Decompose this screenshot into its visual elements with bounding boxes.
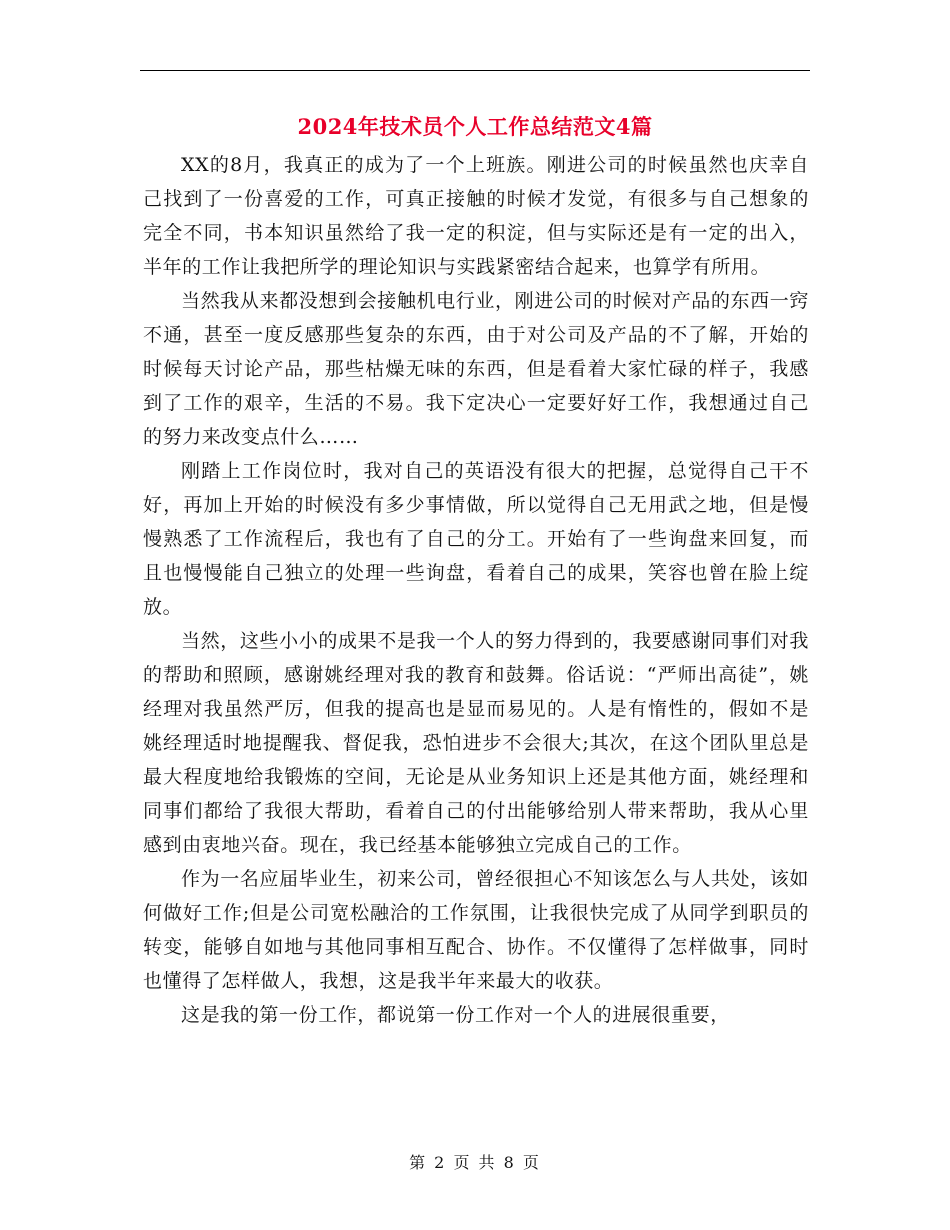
paragraph-3: 刚踏上工作岗位时，我对自己的英语没有很大的把握，总觉得自己干不好，再加上开始的时候没有多少事情做，所以觉得自己无用武之地，但是慢慢熟悉了工作流程后，我也有了自己的分工。开始有了一些询盘来回复，而且也慢慢能自己独立的处理一些询盘，看着自己的成果，笑容也曾在脸上绽放。 — [143, 460, 809, 618]
header-rule — [140, 70, 810, 71]
paragraph-6: 这是我的第一份工作，都说第一份工作对一个人的进展很重要， — [181, 1004, 730, 1026]
document-body — [143, 148, 809, 1032]
document-title: 2024年技术员个人工作总结范文4篇 — [297, 114, 653, 139]
page-number-footer: 第 2 页 共 8 页 — [409, 1153, 541, 1172]
paragraph-4: 当然，这些小小的成果不是我一个人的努力得到的，我要感谢同事们对我的帮助和照顾，感谢姚经理对我的教育和鼓舞。俗话说：“严师出高徒”，姚经理对我虽然严厉，但我的提高也是显而易见的。人是有惰性的，假如不是姚经理适时地提醒我、督促我，恐怕进步不会很大;其次，在这个团队里总是最大程度地给我锻炼的空间，无论是从业务知识上还是其他方面，姚经理和同事们都给了我很大帮助，看着自己的付出能够给别人带来帮助，我从心里感到由衷地兴奋。现在，我已经基本能够独立完成自己的工作。 — [143, 630, 809, 856]
paragraph-5: 作为一名应届毕业生，初来公司，曾经很担心不知该怎么与人共处，该如何做好工作;但是公司宽松融洽的工作氛围，让我很快完成了从同学到职员的转变，能够自如地与其他同事相互配合、协作。不仅懂得了怎样做事，同时也懂得了怎样做人，我想，这是我半年来最大的收获。 — [143, 868, 809, 992]
paragraph-1: XX的8月，我真正的成为了一个上班族。刚进公司的时候虽然也庆幸自己找到了一份喜爱的工作，可真正接触的时候才发觉，有很多与自己想象的完全不同，书本知识虽然给了我一定的积淀，但与实际还是有一定的出入，半年的工作让我把所学的理论知识与实践紧密结合起来，也算学有所用。 — [143, 154, 809, 278]
paragraph-2: 当然我从来都没想到会接触机电行业，刚进公司的时候对产品的东西一窍不通，甚至一度反感那些复杂的东西，由于对公司及产品的不了解，开始的时候每天讨论产品，那些枯燥无味的东西，但是看着大家忙碌的样子，我感到了工作的艰辛，生活的不易。我下定决心一定要好好工作，我想通过自己的努力来改变点什么…… — [143, 290, 809, 448]
